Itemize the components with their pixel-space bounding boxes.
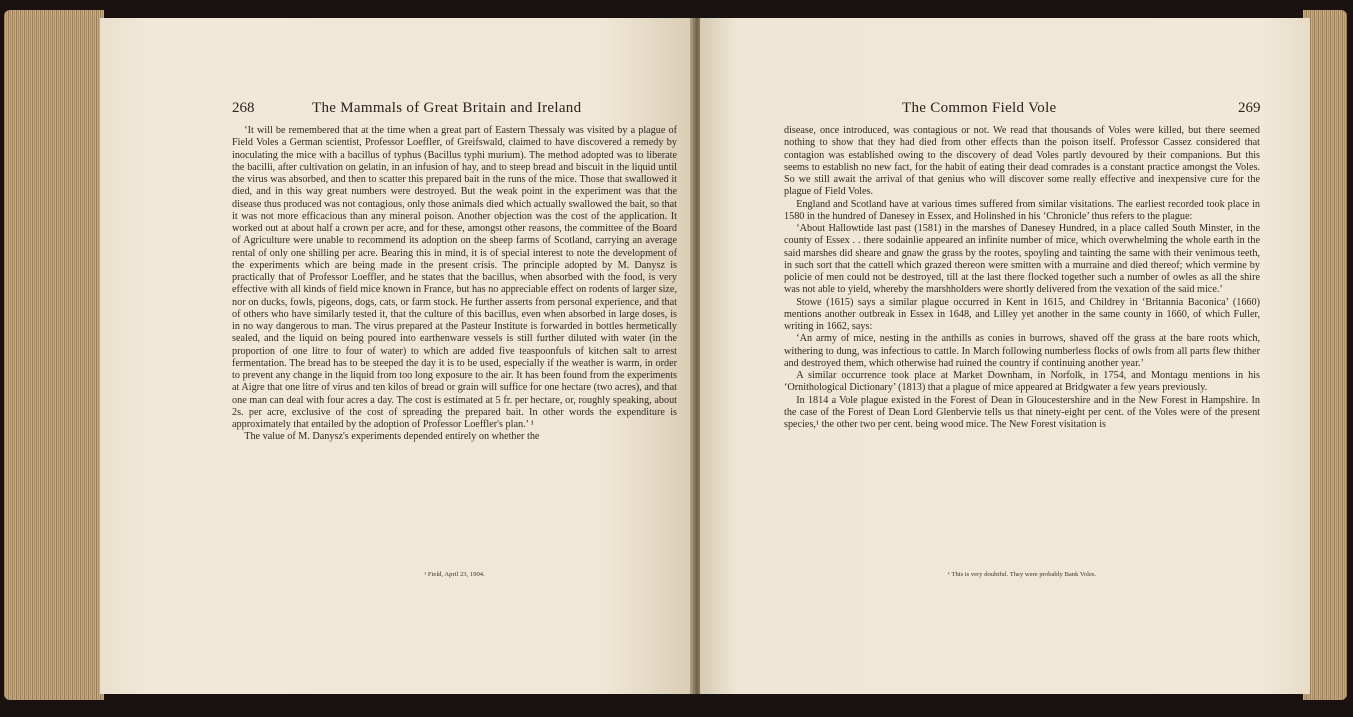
right-page-header [700,100,1310,122]
paragraph: The value of M. Danysz's experiments depended entirely on whether the [244,431,540,443]
left-footnote: ¹ Field, April 23, 1904. [424,571,485,578]
right-footnote: ¹ This is very doubtful. They were probably Bank Voles. [947,571,1097,578]
left-page-header [100,100,695,122]
right-page-body [784,125,1260,431]
paragraph: ‘It will be remembered that at the time when a great part of Eastern Thessaly was visited by a plague of Field Voles a German scientist, Professor Loeffler, of Greifswald, claimed to have discovered a remedy by inoculating the mice with a bacillus of typhus (Bacillus typhi murium). The method adopted was to liberate the bacilli, after cultivation on gelatin, in an infusion of hay, and to steep bread and biscuit in the liquid until the virus was absorbed, and then to scatter this prepared bait in the runs of the mice. Those that swallowed it died, and in this way great numbers were destroyed. But the weak point in the experiment was that the disease thus produced was not contagious, only those animals died which actually swallowed the bait, so that it was not more efficacious than any mineral poison. Another objection was the cost of the application. It worked out at about half a crown per acre, and for these, amongst other reasons, the committee of the Board of Agriculture were unable to recommend its adoption on the sheep farms of Scotland, carrying an average rental of only one shilling per acre. Bearing this in mind, it is of special interest to note the development of the experiments which are being made in the present crisis. The principle adopted by M. Danysz is practically that of Professor Loeffler, and he states that the bacillus, when absorbed with the food, is very effective with all kinds of field mice known in France, but has no appreciable effect on rodents of larger size, nor on ducks, fowls, pigeons, dogs, cats, or farm stock. He further asserts from personal experience, and that of others who have similarly tested it, that the culture of this bacillus, even when absorbed in large doses, is in no way dangerous to man. The virus prepared at the Pasteur Institute is forwarded in bottles hermetically sealed, and the liquid on being poured into earthenware vessels is still further diluted with water (in the proportion of one litre to four of water) to which are added five teaspoonfuls of kitchen salt to arrest fermentation. The bread has to be steeped the day it is to be used, especially if the weather is warm, in order to prevent any change in the liquid from too long exposure to the air. It has been found from the experiments at Aigre that one litre of virus and ten kilos of bread or grain will suffice for one hectare (two acres), and that one man can deal with four acres a day. The cost is estimated at 5 fr. per hectare, or, roughly speaking, about 2s. per acre, exclusive of the cost of spreading the prepared bait. In other words the expenditure is approximately that entailed by the adoption of Professor Loeffler's plan.’ ¹ [232,125,677,430]
left-page-body [232,125,677,444]
left-page [100,18,695,694]
right-page-number: 269 [1238,100,1261,116]
paragraph: Stowe (1615) says a similar plague occurred in Kent in 1615, and Childrey in ‘Britannia Baconica’ (1660) mentions another outbreak in Essex in 1648, and Lilley yet another in the same county in 1660, of which Fuller, writing in 1662, says: [784,296,1260,332]
paragraph: England and Scotland have at various times suffered from similar visitations. The earliest recorded took place in 1580 in the hundred of Danesey in Essex, and Holinshed in his ‘Chronicle’ thus refers to the plague: [784,198,1260,222]
paragraph: A similar occurrence took place at Market Downham, in Norfolk, in 1754, and Montagu mentions in his ‘Ornithological Dictionary’ (1813) that a plague of mice appeared at Bridgwater a few years previously. [784,370,1260,394]
right-running-title: The Common Field Vole [902,100,1057,116]
paragraph: In 1814 a Vole plague existed in the Forest of Dean in Gloucestershire and in the New Forest in Hampshire. In the case of the Forest of Dean Lord Glenbervie tells us that ninety-eight per cent. of the Voles were of the present species,¹ the other two per cent. being wood mice. The New Forest visitation is [784,394,1260,430]
left-page-number: 268 [232,100,255,116]
right-page [700,18,1310,694]
page-edges-left [4,10,104,700]
paragraph: ‘An army of mice, nesting in the anthills as conies in burrows, shaved off the grass at the bare roots which, withering to dung, was infectious to cattle. In March following numberless flocks of owls from all parts flew thither and destroyed them, which otherwise had ruined the country if continuing another year.’ [784,333,1260,369]
left-running-title: The Mammals of Great Britain and Ireland [312,100,582,116]
paragraph: ‘About Hallowtide last past (1581) in the marshes of Danesey Hundred, in a place called South Minster, in the county of Essex . . there sodainlie appeared an infinite number of mice, which overwhelming the whole earth in the said marshes did sheare and gnaw the grass by the rootes, spoyling and tainting the same with their venimous teeth, in such sort that the cattell which grazed thereon were smitten with a murraine and died thereof; which vermine by policie of men could not be destroyed, till at the last there flocked together such a number of owles as all the shire was not able to yield, whereby the marshholders were shortly delivered from the vexation of the said mice.’ [784,223,1260,296]
paragraph: disease, once introduced, was contagious or not. We read that thousands of Voles were killed, but there seemed nothing to show that they had died from other effects than the poison itself. Professor Cassez considered that contagion was established owing to the discovery of dead Voles partly devoured by their companions. But this seems to establish no new fact, for the habit of eating their dead comrades is a constant practice amongst the Voles. So we still await the arrival of that genius who will discover some really effective and inexpensive cure for the plague of Field Voles. [784,125,1260,198]
